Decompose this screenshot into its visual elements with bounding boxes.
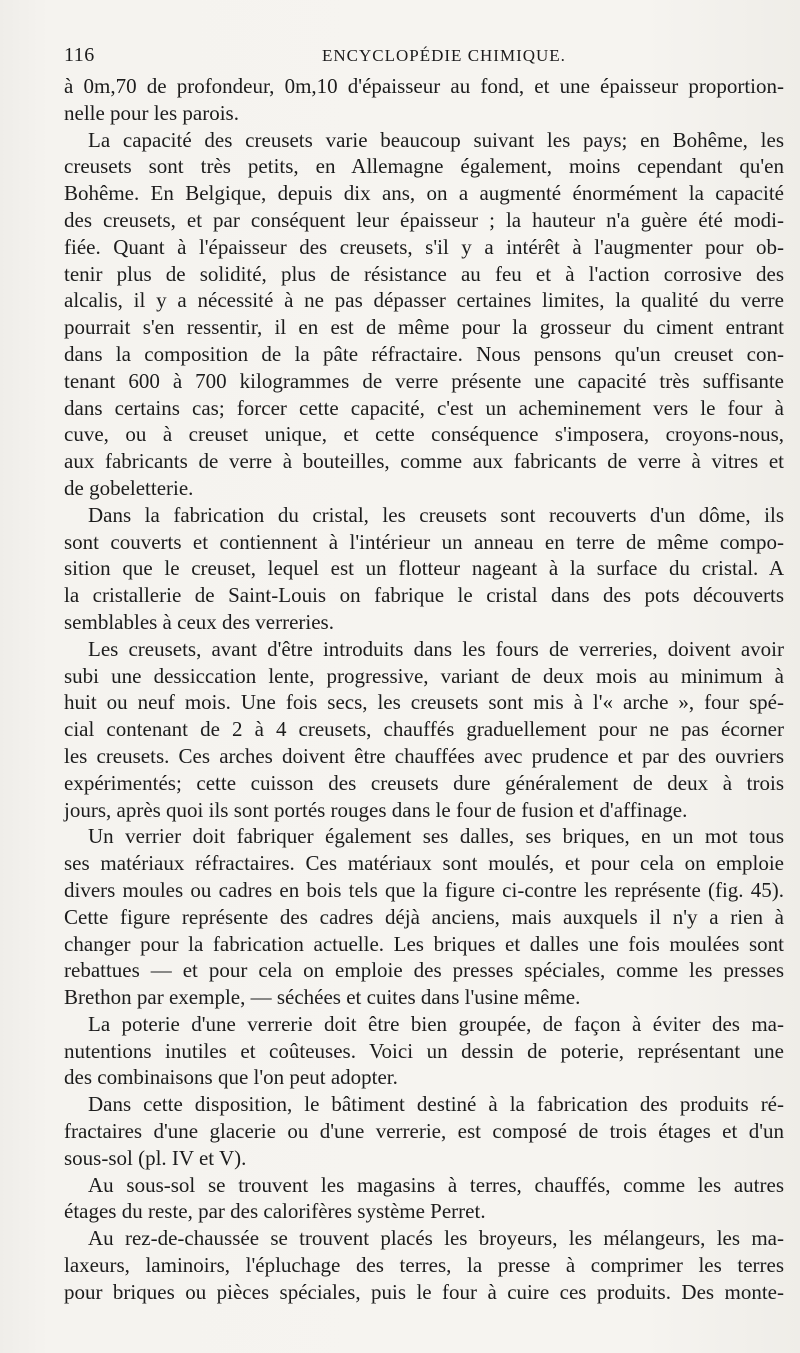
text-line: cial contenant de 2 à 4 creusets, chauffés graduellement pour ne pas écorner xyxy=(64,717,784,742)
text-line: Dans la fabrication du cristal, les creusets sont recouverts d'un dôme, ils xyxy=(88,502,784,527)
text-line: ses matériaux réfractaires. Ces matériaux sont moulés, et pour cela on emploie xyxy=(64,851,784,876)
text-line: expérimentés; cette cuisson des creusets dure généralement de deux à trois xyxy=(64,770,784,795)
text-line: des creusets, et par conséquent leur épaisseur ; la hauteur n'a guère été modi- xyxy=(64,207,784,232)
text-line: nutentions inutiles et coûteuses. Voici un dessin de poterie, représentant une xyxy=(64,1038,784,1063)
running-title: ENCYCLOPÉDIE CHIMIQUE. xyxy=(322,46,566,65)
text-line: creusets sont très petits, en Allemagne également, moins cependant qu'en xyxy=(64,154,784,179)
text-line: alcalis, il y a nécessité à ne pas dépasser certaines limites, la qualité du verre xyxy=(64,288,784,313)
text-line: Dans cette disposition, le bâtiment destiné à la fabrication des produits ré- xyxy=(88,1092,784,1117)
text-line: Au rez-de-chaussée se trouvent placés les broyeurs, les mélangeurs, les ma- xyxy=(88,1226,784,1251)
text-line: pourrait s'en ressentir, il en est de même pour la grosseur du ciment entrant xyxy=(64,315,784,340)
text-line: Au sous-sol se trouvent les magasins à terres, chauffés, comme les autres xyxy=(88,1172,784,1197)
text-line: sition que le creuset, lequel est un flotteur nageant à la surface du cristal. A xyxy=(64,556,784,581)
text-line: pour briques ou pièces spéciales, puis le four à cuire ces produits. Des monte- xyxy=(64,1279,784,1304)
text-line: tenir plus de solidité, plus de résistance au feu et à l'action corrosive des xyxy=(64,261,784,286)
text-line: Cette figure représente des cadres déjà anciens, mais auxquels il n'y a rien à xyxy=(64,904,784,929)
text-line: changer pour la fabrication actuelle. Les briques et dalles une fois moulées sont xyxy=(64,931,784,956)
body-text xyxy=(64,73,784,1306)
text-line: jours, après quoi ils sont portés rouges dans le four de fusion et d'affinage. xyxy=(64,797,688,822)
text-line: huit ou neuf mois. Une fois secs, les creusets sont mis à l'« arche », four spé- xyxy=(64,690,784,715)
text-line: aux fabricants de verre à bouteilles, comme aux fabricants de verre à vitres et xyxy=(64,449,784,474)
page-header xyxy=(64,44,770,68)
text-line: dans la composition de la pâte réfractaire. Nous pensons qu'un creuset con- xyxy=(64,341,784,366)
text-line: La capacité des creusets varie beaucoup suivant les pays; en Bohême, les xyxy=(88,127,784,152)
text-line: les creusets. Ces arches doivent être chauffées avec prudence et par des ouvriers xyxy=(64,743,784,768)
text-line: sous-sol (pl. IV et V). xyxy=(64,1145,247,1170)
text-line: de gobeletterie. xyxy=(64,475,194,500)
text-line: étages du reste, par des calorifères système Perret. xyxy=(64,1199,486,1224)
text-line: fractaires d'une glacerie ou d'une verrerie, est composé de trois étages et d'un xyxy=(64,1119,784,1144)
text-line: subi une dessiccation lente, progressive, variant de deux mois au minimum à xyxy=(64,663,784,688)
text-line: rebattues — et pour cela on emploie des presses spéciales, comme les presses xyxy=(64,958,784,983)
text-line: dans certains cas; forcer cette capacité, c'est un acheminement vers le four à xyxy=(64,395,784,420)
text-line: des combinaisons que l'on peut adopter. xyxy=(64,1065,398,1090)
text-line: Bohême. En Belgique, depuis dix ans, on a augmenté énormément la capacité xyxy=(64,181,784,206)
text-line: tenant 600 à 700 kilogrammes de verre présente une capacité très suffisante xyxy=(64,368,784,393)
text-line: la cristallerie de Saint-Louis on fabrique le cristal dans des pots découverts xyxy=(64,583,784,608)
text-line: sont couverts et contiennent à l'intérieur un anneau en terre de même compo- xyxy=(64,529,784,554)
text-line: La poterie d'une verrerie doit être bien groupée, de façon à éviter des ma- xyxy=(88,1011,784,1036)
text-line: divers moules ou cadres en bois tels que la figure ci-contre les représente (fig. 45). xyxy=(64,877,784,902)
text-line: à 0m,70 de profondeur, 0m,10 d'épaisseur au fond, et une épaisseur proportion- xyxy=(64,74,784,98)
text-line: nelle pour les parois. xyxy=(64,100,239,125)
text-line: Un verrier doit fabriquer également ses dalles, ses briques, en un mot tous xyxy=(88,824,784,849)
text-line: laxeurs, laminoirs, l'épluchage des terres, la presse à comprimer les terres xyxy=(64,1253,784,1278)
text-line: Les creusets, avant d'être introduits dans les fours de verreries, doivent avoir xyxy=(88,636,784,661)
text-line: fiée. Quant à l'épaisseur des creusets, s'il y a intérêt à l'augmenter pour ob- xyxy=(64,234,784,259)
page-number: 116 xyxy=(64,44,95,66)
text-line: cuve, ou à creuset unique, et cette conséquence s'imposera, croyons-nous, xyxy=(64,422,784,447)
text-line: semblables à ceux des verreries. xyxy=(64,609,334,634)
text-line: Brethon par exemple, — séchées et cuites dans l'usine même. xyxy=(64,985,581,1010)
